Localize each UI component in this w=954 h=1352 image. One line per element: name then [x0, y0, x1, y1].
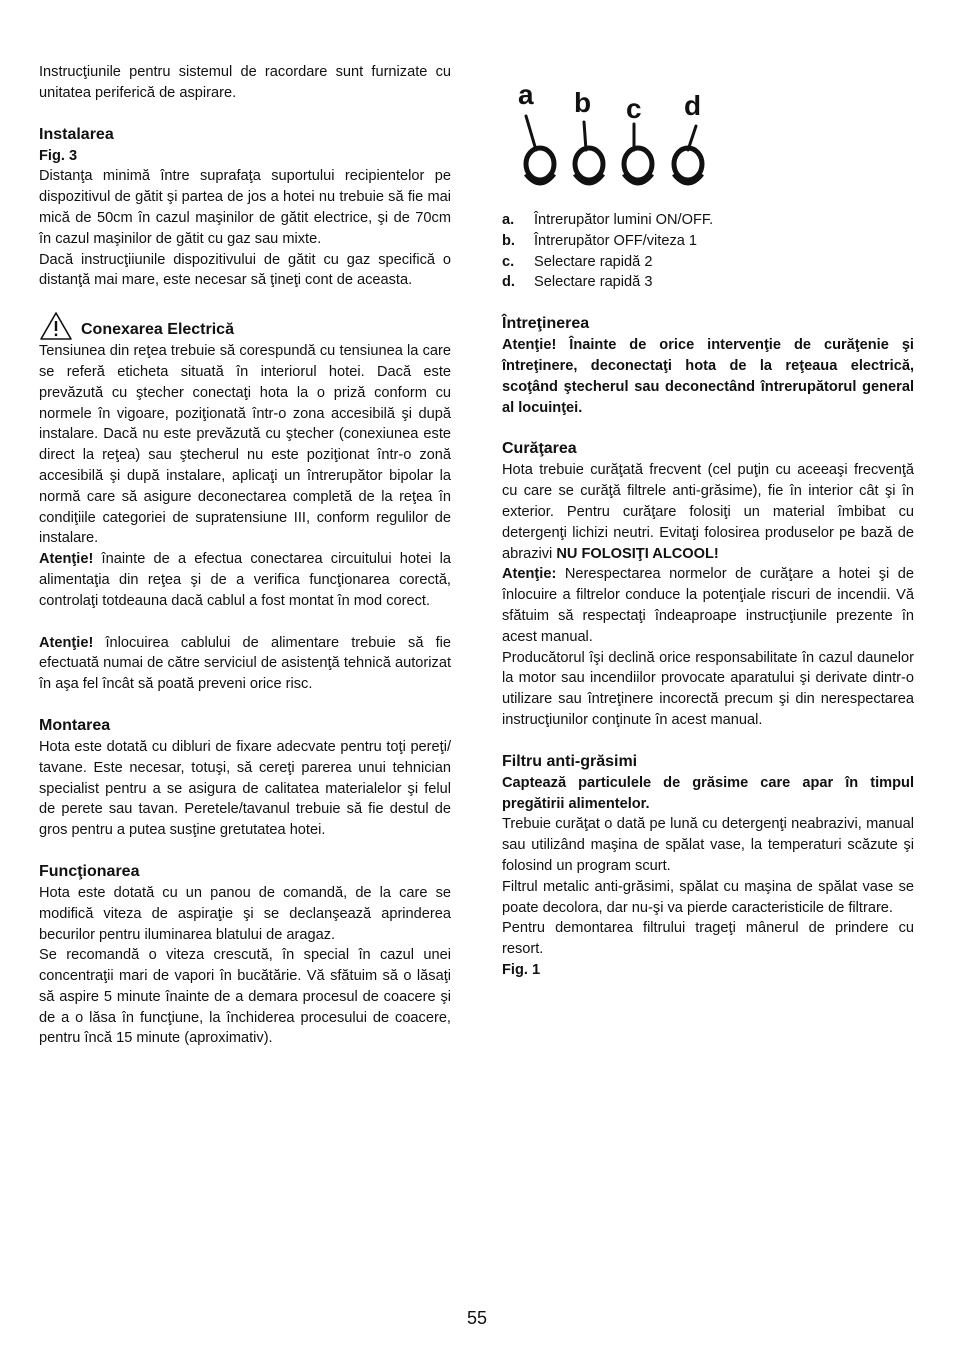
warning-label: Atenţie! [39, 634, 94, 651]
instalarea-paragraph-1: Distanţa minimă între suprafaţa suportului recipientelor pe dispozitivul de gătit şi partea de jos a hotei nu trebuie să fie mai mică de 50cm în cazul maşinilor de gătit electrice, şi de 70cm în cazul maşinilor de gătit cu gaz sau mixte. [39, 168, 451, 247]
fig-reference: Fig. 1 [502, 961, 541, 978]
section-title-filtru: Filtru anti-grăsimi [502, 752, 638, 770]
control-legend [502, 210, 914, 293]
conexarea-warning-1 [39, 549, 451, 611]
knob-d-icon [674, 148, 702, 183]
figure-label-b: b [574, 87, 592, 118]
figure-label-c: c [626, 93, 642, 124]
legend-item: d. Selectare rapidă 3 [502, 274, 653, 291]
control-panel-figure [502, 70, 914, 210]
knob-a-icon [526, 148, 554, 183]
section-title-curatarea: Curăţarea [502, 440, 577, 458]
conexarea-paragraph-1: Tensiunea din reţea trebuie să corespundă cu tensiunea la care se referă eticheta situată în interiorul hotei. Dacă este prevăzută cu ştecher conectaţi hota la o priză conform cu normele în vigoare, poziţionată într-o zona accesibilă şi după instalare. Dacă nu este prevăzută cu ştecher (conexiunea este direct la reţea) sau ştecherul nu este poziţionat într-o zonă accesibilă şi după instalare, aplicaţi un întrerupător bipolar la normă care să asigure deconectarea completă de la reţea în condiţiile categoriei de supratensiune III, conform regulilor de instalare. [39, 343, 451, 547]
no-alcohol-warning: NU FOLOSIŢI ALCOOL! [556, 545, 719, 562]
filtru-lead: Captează particulele de grăsime care apar în timpul pregătirii alimentelor. [502, 774, 914, 812]
intretinerea-warning: Atenţie! Înainte de orice intervenţie de curăţenie şi întreţinere, deconectaţi hota de la reţeaua electrică, scoţând ştecherul sau deconectând întrerupătorul general al locuinţei. [502, 337, 914, 416]
section-title-conexarea: Conexarea Electrică [81, 321, 234, 339]
filtru-paragraph-3: Pentru demontarea filtrului trageţi mânerul de prindere cu resort. [502, 920, 914, 958]
left-column [39, 62, 451, 1049]
section-title-functionarea: Funcţionarea [39, 862, 140, 880]
filtru-paragraph-1: Trebuie curăţat o dată pe lună cu detergenţi neabrazivi, manual sau utilizând maşina de spălat vase, la temperaturi scăzute şi folosind un program scurt. [502, 816, 914, 874]
section-title-instalarea: Instalarea [39, 125, 114, 143]
legend-item: b. Întrerupător OFF/viteza 1 [502, 232, 698, 249]
page-number: 55 [466, 1308, 488, 1328]
legend-item: a. Întrerupător lumini ON/OFF. [502, 212, 714, 228]
conexarea-warning-2 [39, 633, 451, 695]
curatarea-warning: Atenţie: Nerespectarea normelor de curăţare a hotei şi de înlocuire a filtrelor conduce la potenţiale riscuri de incendii. Vă sfătuim să respectaţi îndeaproape instrucţiunile prezente în acest manual. [502, 566, 914, 645]
curatarea-paragraph-1: Hota trebuie curăţată frecvent (cel puţin cu aceeaşi frecvenţă cu care se curăţă filtrele anti-grăsime), fie în interior cât şi în exterior. Pentru curăţare folosiţi un material îmbibat cu detergenţi lichizi neutri. Evitaţi folosirea produselor pe bază de abrazivi NU FOLOSIŢI ALCOOL! [502, 462, 914, 562]
figure-label-a: a [518, 80, 534, 110]
warning-triangle-icon [39, 311, 73, 341]
instalarea-paragraph-2: Dacă instrucţiiunile dispozitivului de gătit cu gaz specifică o distanţă mai mare, este necesar să ţineţi cont de aceasta. [39, 251, 451, 289]
control-knobs-illustration [514, 80, 734, 205]
intro-paragraph: Instrucţiunile pentru sistemul de racordare sunt furnizate cu unitatea periferică de aspirare. [39, 64, 451, 101]
knob-b-icon [575, 148, 603, 183]
fig-reference: Fig. 3 [39, 147, 78, 164]
montarea-paragraph-1: Hota este dotată cu dibluri de fixare adecvate pentru toţi pereţi/ tavane. Este necesar, totuşi, să cereţi parerea unui tehnician specialist pentru a se asigura de calitatea materialelor şi felul de perete sau tavan. Peretele/tavanul trebuie să fie destul de gros pentru a putea susţine gretutatea hotei. [39, 738, 451, 839]
right-column [502, 70, 914, 981]
curatarea-paragraph-3: Producătorul îşi declină orice responsabilitate în cazul daunelor la motor sau incendiilor provocate aparatului şi derivate dintr-o utilizare sau întreţinere incorectă precum şi din nerespectarea instrucţiunilor conţinute în acest manual. [502, 649, 914, 728]
section-title-intretinerea: Întreţinerea [502, 315, 590, 333]
conexarea-heading [39, 311, 451, 341]
warning-label: Atenţie! [39, 551, 94, 568]
warning-label: Atenţie: [502, 566, 557, 583]
filtru-paragraph-2: Filtrul metalic anti-grăsimi, spălat cu maşina de spălat vase se poate decolora, dar nu-şi va pierde caracteristicile de filtrare. [502, 878, 914, 916]
legend-item: c. Selectare rapidă 2 [502, 253, 653, 270]
functionarea-paragraph-2: Se recomandă o viteza crescută, în special în cazul unei concentraţii mari de vapori în bucătărie. Vă sfătuim să o lăsaţi să aspire 5 minute înainte de a demara procesul de coacere şi de a o lăsa în funcţiune, la închiderea procesului de coacere, pentru încă 15 minute (aproximativ). [39, 947, 451, 1047]
warning-text: înainte de a efectua conectarea circuitului hotei la alimentaţia din reţea şi de a verifica funcţionarea corectă, controlaţi totdeauna dacă cablul a fost montat în mod corect. [39, 551, 451, 609]
figure-label-d: d [684, 90, 702, 121]
section-title-montarea: Montarea [39, 716, 111, 734]
knob-c-icon [624, 148, 652, 183]
warning-text: înlocuirea cablului de alimentare trebuie să fie efectuată numai de către serviciul de asistenţă tehnică autorizat în aşa fel încât să poată preveni orice risc. [39, 634, 451, 693]
functionarea-paragraph-1: Hota este dotată cu un panou de comandă, de la care se modifică viteza de aspiraţie şi se declanşează aprinderea becurilor pentru iluminarea blatului de aragaz. [39, 884, 451, 943]
